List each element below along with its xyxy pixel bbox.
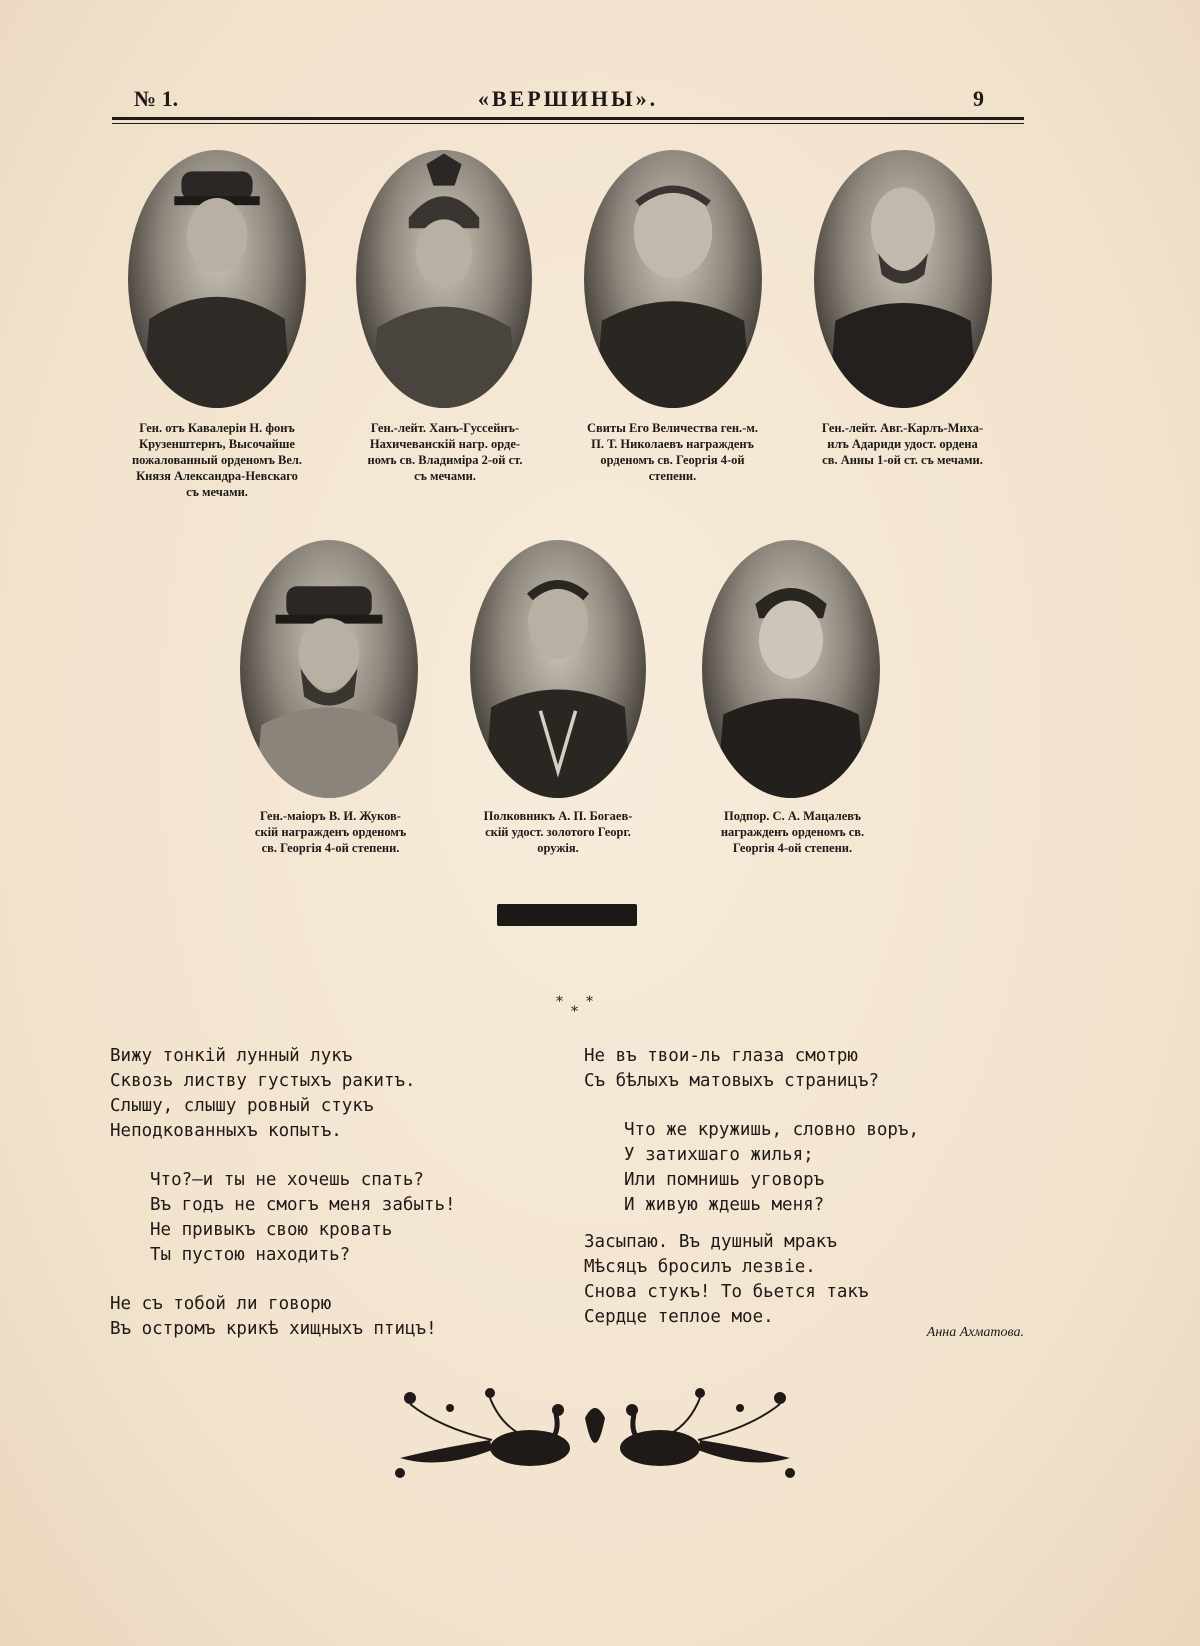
officer-silhouette-icon [702, 540, 880, 798]
section-divider [497, 904, 637, 926]
journal-title: «ВЕРШИНЫ». [477, 86, 659, 111]
portrait-caption: Ген.-лейт. Авг.-Карлъ-Миха- илъ Адариди удост. ордена св. Анны 1-ой ст. съ мечами. [821, 421, 984, 467]
officer-silhouette-icon [128, 150, 306, 408]
portrait-caption: Ген. отъ Кавалеріи Н. фонъ Крузенштернъ, Высочайше пожалованный орденомъ Вел. Князя Александра-Невскаго съ мечами. [131, 421, 303, 499]
portrait-caption: Ген.-лейт. Ханъ-Гуссейнъ- Нахичеванскій нагр. орде- номъ св. Владиміра 2-ой ст. съ мечами. [367, 421, 523, 483]
portrait-photo [356, 150, 532, 408]
officer-silhouette-icon [470, 540, 646, 798]
issue-number: № 1. [134, 86, 179, 111]
poem-stanza: Что же кружишь, словно воръ, У затихшаго жилья; Или помнишь уговоръ И живую ждешь меня? [624, 1120, 920, 1215]
portrait-photo [584, 150, 762, 408]
poem-stanza: Не въ твои-ль глаза смотрю Съ бѣлыхъ матовыхъ страницъ? [584, 1046, 880, 1091]
portrait-caption: Подпор. С. А. Мацалевъ награжденъ орденомъ св. Георгія 4-ой степени. [720, 809, 865, 855]
portrait-photo [470, 540, 646, 798]
officer-silhouette-icon [356, 150, 532, 408]
poem-stars [540, 994, 610, 1024]
header-rule [112, 117, 1024, 120]
peacock-ornament-icon [380, 1378, 810, 1488]
officer-silhouette-icon [240, 540, 418, 798]
portrait-photo [702, 540, 880, 798]
poem-stanza: Что?—и ты не хочешь спать? Въ годъ не смогъ меня забыть! Не привыкъ свою кровать Ты пустою находить? [150, 1170, 456, 1265]
portrait-caption: Полковникъ А. П. Богаев- скій удост. золотого Георг. оружія. [483, 809, 633, 855]
portrait-photo [814, 150, 992, 408]
poem-stanza: Не съ тобой ли говорю Въ остромъ крикѣ хищныхъ птицъ! [110, 1294, 437, 1339]
star-mark: * [586, 994, 593, 1010]
poem-stanza: Засыпаю. Въ душный мракъ Мѣсяцъ бросилъ лезвіе. Снова стукъ! То бьется такъ Сердце теплое мое. [584, 1232, 869, 1327]
poem-author: Анна Ахматова. [926, 1325, 1024, 1340]
officer-silhouette-icon [814, 150, 992, 408]
header-rule-thin [112, 123, 1024, 124]
poem-stanza: Вижу тонкій лунный лукъ Сквозь листву густыхъ ракитъ. Слышу, слышу ровный стукъ Неподкованныхъ копытъ. [110, 1046, 416, 1141]
portrait-photo [240, 540, 418, 798]
portrait-photo [128, 150, 306, 408]
star-mark: * [556, 994, 563, 1010]
star-mark: * [571, 1004, 578, 1020]
officer-silhouette-icon [584, 150, 762, 408]
portrait-caption: Свиты Его Величества ген.-м. П. Т. Николаевъ награжденъ орденомъ св. Георгія 4-ой степени. [587, 421, 758, 483]
portrait-caption: Ген.-маіоръ В. И. Жуков- скій награжденъ орденомъ св. Георгія 4-ой степени. [254, 809, 407, 855]
page-header [112, 86, 1024, 120]
page-number: 9 [973, 86, 984, 111]
